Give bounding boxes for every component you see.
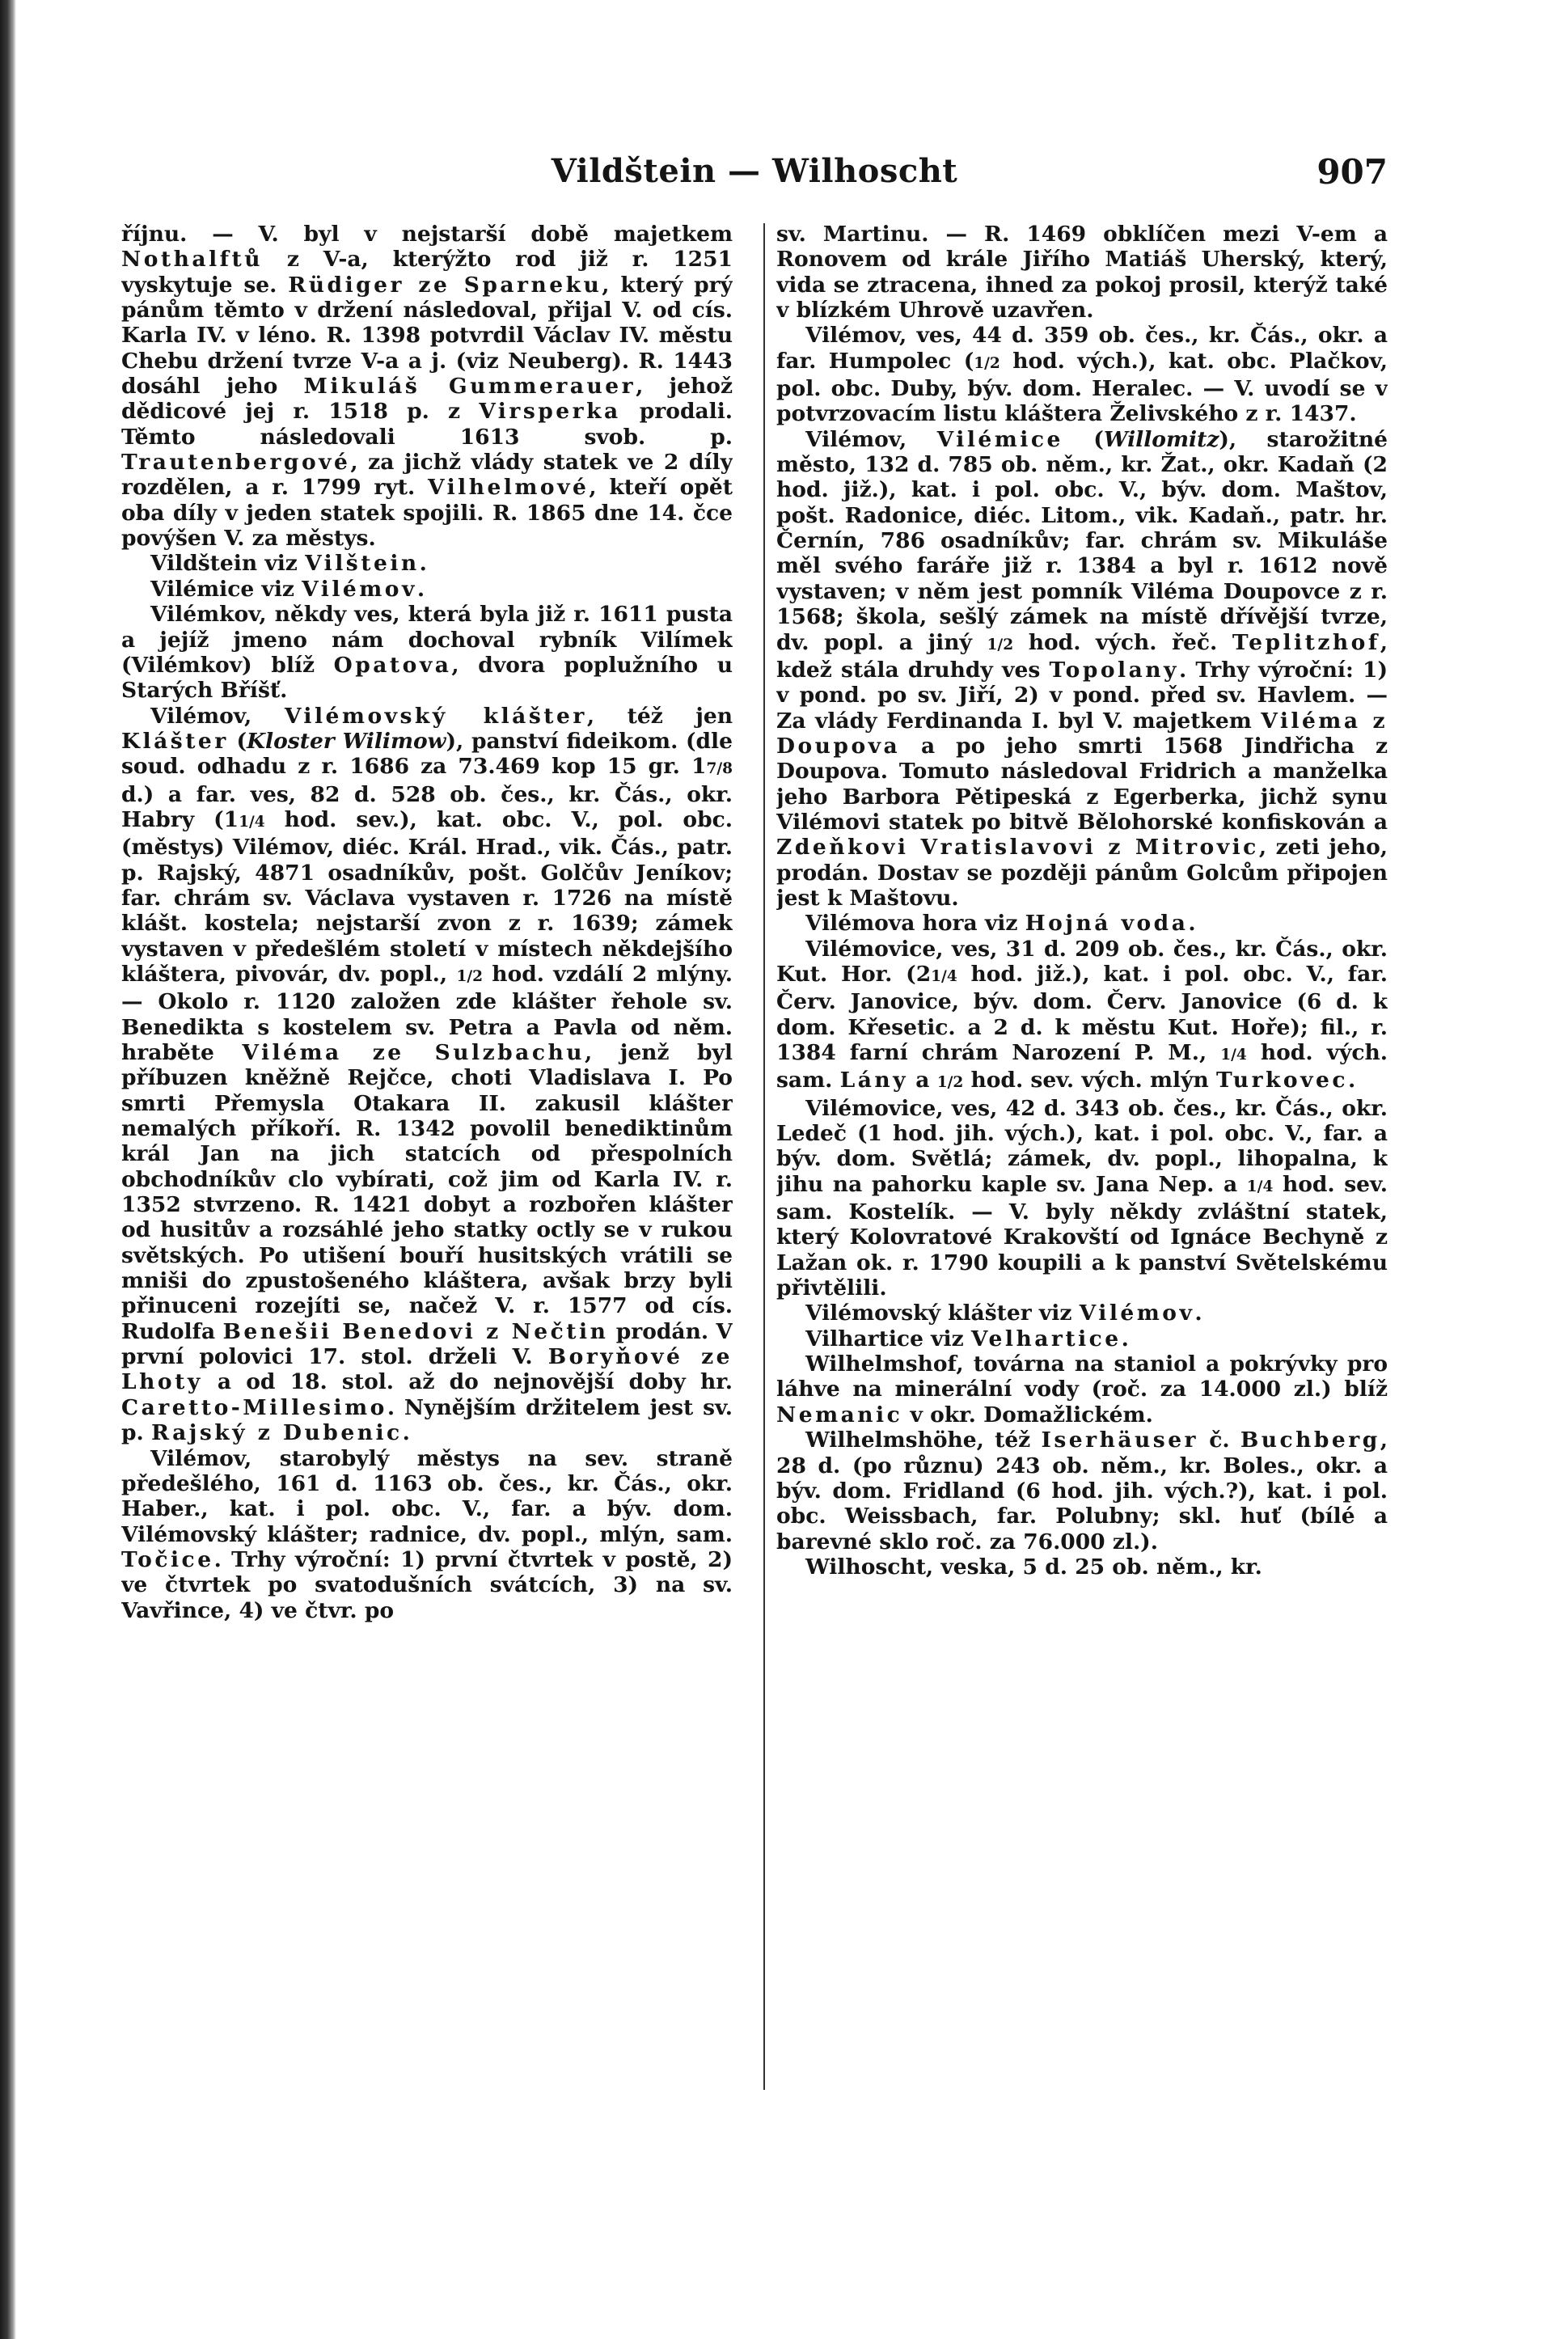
entry-text-run: Turkovec xyxy=(1216,1068,1348,1093)
entry-text-run: Vilhartice viz xyxy=(805,1326,971,1351)
entry-text-run: 1/4 xyxy=(1220,1047,1247,1064)
entry-text-run: Topolany xyxy=(1049,657,1179,683)
entry-text-run: a po jeho smrti 1568 Jindřicha z Doupova. Tomuto následoval Fridrich a manželka jeho Barbora Pětipeská z Egerberka, jichž synu Vilémovi statek po bitvě Bělohorské konfiskován a xyxy=(776,733,1388,835)
entry-text-run: Vilémov xyxy=(302,576,417,602)
entry-text-run: říjnu. — V. byl v nejstarší době majetkem xyxy=(121,222,733,247)
entry-text-run: . xyxy=(1121,1326,1129,1351)
scan-edge-shadow xyxy=(0,0,16,2339)
entry-text-run: Willomitz xyxy=(1103,426,1219,452)
entry-text-run: Rüdiger ze Sparneku xyxy=(288,272,602,298)
entry-text-run: , kteří opět oba díly v jeden statek spojili. R. 1865 dne 14. čce povýšen V. za městys. xyxy=(121,475,733,552)
entry-text-run: Vilémkov, někdy ves, která byla již r. 1611 pusta a jejíž jmeno nám dochoval rybník Vilímek (Vilémkov) blíž xyxy=(121,602,733,678)
entry-text-run: Teplitzhof xyxy=(1232,629,1380,655)
entry-text-run: č. xyxy=(1198,1428,1240,1453)
entry-text-run: Virsperka xyxy=(479,399,621,425)
entry-paragraph xyxy=(776,937,1388,1096)
entry-text-run: Vilémice viz xyxy=(150,576,302,602)
entry-text-run: prodán. V první polovici 17. stol. drželi V. xyxy=(121,1318,733,1370)
entry-text-run: 1/4 xyxy=(239,813,265,831)
entry-paragraph xyxy=(776,1096,1388,1301)
entry-text-run: . Trhy výroční: 1) v pond. po sv. Jiří, 2) v pond. před sv. Havlem. — Za vlády Ferdinanda I. byl V. majetkem xyxy=(776,657,1388,734)
entry-text-run: Viléma z Doupova xyxy=(776,708,1388,759)
entry-text-run: ), panství fideikom. (dle soud. odhadu z r. 1686 za 73.469 kop 15 gr. 1 xyxy=(121,728,733,780)
entry-text-run: 1/2 xyxy=(456,967,483,985)
entry-text-run: Vilémov, starobylý městys na sev. straně předešlého, 161 d. 1163 ob. čes., kr. Čás., okr. Haber., kat. i pol. obc. V., far. a býv. dom. Vilémovský klášter; radnice, dv. popl., mlýn, sam. xyxy=(121,1445,733,1547)
entry-text-run: hod. sev. vých. mlýn xyxy=(963,1068,1217,1093)
entry-text-run: hod. vzdálí 2 mlýny. — Okolo r. 1120 založen zde klášter řehole sv. Benedikta s kostelem sv. Petra a Pavla od něm. hraběte xyxy=(121,961,733,1065)
entry-text-run: Vilštein xyxy=(305,551,420,577)
entry-text-run: 1/2 xyxy=(936,1074,964,1092)
right-column xyxy=(776,222,1388,2098)
entry-text-run: Rajský z Dubenic xyxy=(150,1420,403,1446)
entry-text-run: Nemanic xyxy=(776,1402,903,1428)
entry-text-run: , jenž byl příbuzen kněžně Rejčce, choti Vladislava I. Po smrti Přemysla Otakara II. zakusil klášter nemalých příkoří. R. 1342 povolil benediktinům král Jan na jich statcích od přespolních obchodníkův clo vybírati, což jim od Karla IV. r. 1352 stvrzeno. R. 1421 dobyt a rozbořen klášter od husitův a rozsáhlé jeho statky octly se v rukou světských. Po utišení bouří husitských vrátili se mniši do zpustošeného kláštera, avšak brzy byli přinuceni rozejíti se, načež V. r. 1577 od cís. Rudolfa xyxy=(121,1040,733,1344)
entry-text-run: Vilémovský klášter viz xyxy=(805,1301,1080,1326)
entry-paragraph xyxy=(121,551,733,576)
entry-paragraph xyxy=(776,911,1388,936)
entry-text-run: Vilémov, xyxy=(805,426,937,452)
entry-text-run: v okr. Domažlickém. xyxy=(902,1402,1153,1428)
entry-text-run: . xyxy=(1188,911,1196,937)
entry-text-run: 1/2 xyxy=(987,636,1014,653)
entry-paragraph xyxy=(121,602,733,703)
entry-text-run: 1/4 xyxy=(931,967,957,985)
entry-text-run: , 28 d. (po různu) 243 ob. něm., kr. Boles., okr. a býv. dom. Fridland (6 hod. jih. vých.?), kat. i pol. obc. Weissbach, far. Polubny; skl. huť (bílé a barevné sklo roč. za 76.000 zl.). xyxy=(776,1428,1388,1554)
entry-text-run: . xyxy=(416,576,425,602)
entry-text-run: Vilémov xyxy=(1079,1301,1195,1326)
entry-paragraph xyxy=(776,222,1388,323)
entry-text-run: . xyxy=(419,551,427,577)
entry-paragraph xyxy=(776,1428,1388,1554)
entry-text-run: Lány xyxy=(839,1068,909,1093)
entry-text-run: z V-a, kterýžto rod již r. 1251 vyskytuje se. xyxy=(121,247,733,298)
entry-text-run: Zdeňkovi Vratislavovi z Mitrovic xyxy=(776,835,1259,861)
entry-text-run: Buchberg xyxy=(1240,1428,1380,1453)
entry-text-run: hod. sev. sam. Kostelík. — V. byly někdy zvláštní statek, který Kolovratové Krakovští od Ignáce Bechyně z Lažan ok. r. 1790 koupili a k panství Světelskému přivtělili. xyxy=(776,1171,1388,1301)
entry-text-run: . xyxy=(402,1420,410,1446)
entry-text-run: ( xyxy=(228,728,247,754)
entry-text-run: . Trhy výroční: 1) první čtvrtek v postě, 2) ve čtvrtek po svatodušních svátcích, 3) na sv. Vavřince, 4) ve čtvr. po xyxy=(121,1546,733,1623)
entry-text-run: Vilhelmové xyxy=(427,475,590,501)
entry-text-run: Trautenbergové xyxy=(121,450,351,476)
entry-text-run: Hojná voda xyxy=(1025,911,1189,937)
entry-text-run: a xyxy=(908,1068,937,1093)
entry-paragraph xyxy=(776,1301,1388,1326)
entry-paragraph xyxy=(776,1554,1388,1580)
entry-paragraph xyxy=(121,1446,733,1623)
entry-text-run: Mikuláš Gummerauer xyxy=(303,374,636,400)
entry-text-run: Viléma ze Sulzbachu xyxy=(242,1040,585,1065)
entry-text-run: Vildštein viz xyxy=(150,551,306,577)
entry-text-run: Boryňové ze Lhoty xyxy=(121,1344,733,1395)
entry-text-run: , který prý pánům těmto v držení následoval, přijal V. od cís. Karla IV. v léno. R. 1398 potvrdil Václav IV. městu Chebu držení tvrze V-a a j. (viz Neuberg). R. 1443 dosáhl jeho xyxy=(121,272,733,400)
entry-paragraph xyxy=(776,1351,1388,1428)
running-title: Vildštein — Wilhoscht xyxy=(551,152,958,190)
entry-text-run: , dvora poplužního u Starých Bříšť. xyxy=(121,652,733,704)
entry-paragraph xyxy=(121,222,733,551)
entry-text-run: Vilémova hora viz xyxy=(805,911,1025,937)
entry-text-run: Wilhelmshöhe, též xyxy=(805,1428,1042,1453)
entry-text-run: hod. vých. řeč. xyxy=(1013,629,1232,655)
entry-paragraph xyxy=(776,427,1388,911)
entry-text-run: . xyxy=(1347,1068,1356,1093)
entry-text-run: d.) a far. ves, 82 d. 528 ob. čes., kr. Čás., okr. Habry (1 xyxy=(121,781,733,832)
entry-text-run: Caretto-Millesimo xyxy=(121,1394,387,1420)
column-divider xyxy=(763,223,765,2090)
entry-text-run: prodali. Těmto následovali 1613 svob. p. xyxy=(121,399,733,450)
entry-text-run: , za jichž vlády statek ve 2 díly rozdělen, a r. 1799 ryt. xyxy=(121,450,733,501)
entry-text-run: Vilémov, ves, 44 d. 359 ob. čes., kr. Čás., okr. a far. Humpolec ( xyxy=(776,323,1388,374)
entry-text-run: Vilémovice, ves, 42 d. 343 ob. čes., kr. Čás., okr. Ledeč (1 hod. jih. vých.), kat. i pol. obc. V., far. a býv. dom. Světlá; zámek, dv. popl., lihopalna, k jihu na pahorku kaple sv. Jana Nep. a xyxy=(776,1095,1388,1197)
entry-text-run: Iserhäuser xyxy=(1041,1428,1199,1453)
entry-paragraph xyxy=(121,704,733,1446)
entry-text-run: Klášter xyxy=(121,728,229,754)
entry-text-run: Benešii Benedovi z Nečtin xyxy=(222,1318,609,1344)
entry-text-run: , kdež stála druhdy ves xyxy=(776,629,1388,683)
entry-text-run: , též jen xyxy=(586,703,733,729)
page-header xyxy=(121,152,1388,201)
entry-text-run: hod. vých. sam. xyxy=(776,1040,1388,1093)
entry-paragraph xyxy=(776,323,1388,426)
entry-text-run: , zeti jeho, prodán. Dostav se později pánům Golcům připojen jest k Maštovu. xyxy=(776,835,1388,911)
page-number: 907 xyxy=(1317,152,1388,192)
entry-text-run: hod. již.), kat. i pol. obc. V., far. Červ. Janovice, býv. dom. Červ. Janovice (6 d. k dom. Křesetic. a 2 d. k městu Kut. Hoře); fil., r. 1384 farní chrám Narození P. M., xyxy=(776,961,1388,1065)
entry-text-run: a od 18. stol. až do nejnovější doby hr. xyxy=(202,1369,733,1395)
entry-text-run: Točice xyxy=(121,1546,214,1572)
entry-text-run: Vilémovice, ves, 31 d. 209 ob. čes., kr. Čás., okr. Kut. Hor. (2 xyxy=(776,936,1388,987)
entry-text-run: . xyxy=(1194,1301,1202,1326)
entry-text-run: ( xyxy=(1063,426,1104,452)
entry-text-run: ), starožitné město, 132 d. 785 ob. něm., kr. Žat., okr. Kadaň (2 hod. již.), kat. i pol. obc. V., býv. dom. Maštov, pošt. Radonice, diéc. Litom., vik. Kadaň., patr. hr. Černín, 786 osadníkův; far. chrám sv. Mikuláše měl svého faráře již r. 1384 a byl r. 1612 nově vystaven; v něm jest pomník Viléma Doupovce z r. 1568; škola, sešlý zámek na místě dřívější tvrze, dv. popl. a jiný xyxy=(776,426,1388,655)
entry-text-run: hod. vých.), kat. obc. Plačkov, pol. obc. Duby, býv. dom. Heralec. — V. uvodí se v potvrzovacím listu kláštera Želivského z r. 1437. xyxy=(776,348,1388,427)
entry-text-run: Wilhelmshof, továrna na staniol a pokrývky pro láhve na minerální vody (roč. za 14.000 zl.) blíž xyxy=(776,1351,1388,1402)
entry-text-run: 1/2 xyxy=(974,354,1000,372)
entry-paragraph xyxy=(121,577,733,602)
entry-text-run: Velhartice xyxy=(970,1326,1122,1351)
entry-text-run: . Nynějším držitelem jest sv. p. xyxy=(121,1394,733,1446)
entry-text-run: Kloster Wilimow xyxy=(247,728,446,754)
entry-text-run: sv. Martinu. — R. 1469 obklíčen mezi V-em a Ronovem od krále Jiřího Matiáš Uherský, který, vida se ztracena, ihned za pokoj prosil, kterýž také v blízkém Uhrově uzavřen. xyxy=(776,222,1388,324)
entry-text-run: Nothalftů xyxy=(121,247,264,273)
entry-text-run: 7/8 xyxy=(706,760,733,778)
entry-text-run: Vilémice xyxy=(936,426,1063,452)
left-column xyxy=(121,222,733,2098)
entry-text-run: hod. sev.), kat. obc. V., pol. obc. (městys) Vilémov, diéc. Král. Hrad., vik. Čás., patr. p. Rajský, 4871 osadníkův, pošt. Golčův Jeníkov; far. chrám sv. Václava vystaven r. 1726 na místě klášt. kostela; nejstarší zvon z r. 1639; zámek vystaven v předešlém století v místech někdejšího kláštera, pivovár, dv. popl., xyxy=(121,806,733,987)
entry-text-run: Wilhoscht, veska, 5 d. 25 ob. něm., kr. xyxy=(805,1554,1262,1580)
entry-paragraph xyxy=(776,1326,1388,1351)
entry-text-run: Vilémovský klášter xyxy=(284,703,587,729)
entry-text-run: Opatova xyxy=(333,652,452,678)
entry-text-run: Vilémov, xyxy=(150,703,285,729)
entry-text-run: 1/4 xyxy=(1246,1178,1274,1195)
entry-text-run: , jehož dědicové jej r. 1518 p. z xyxy=(121,374,733,425)
